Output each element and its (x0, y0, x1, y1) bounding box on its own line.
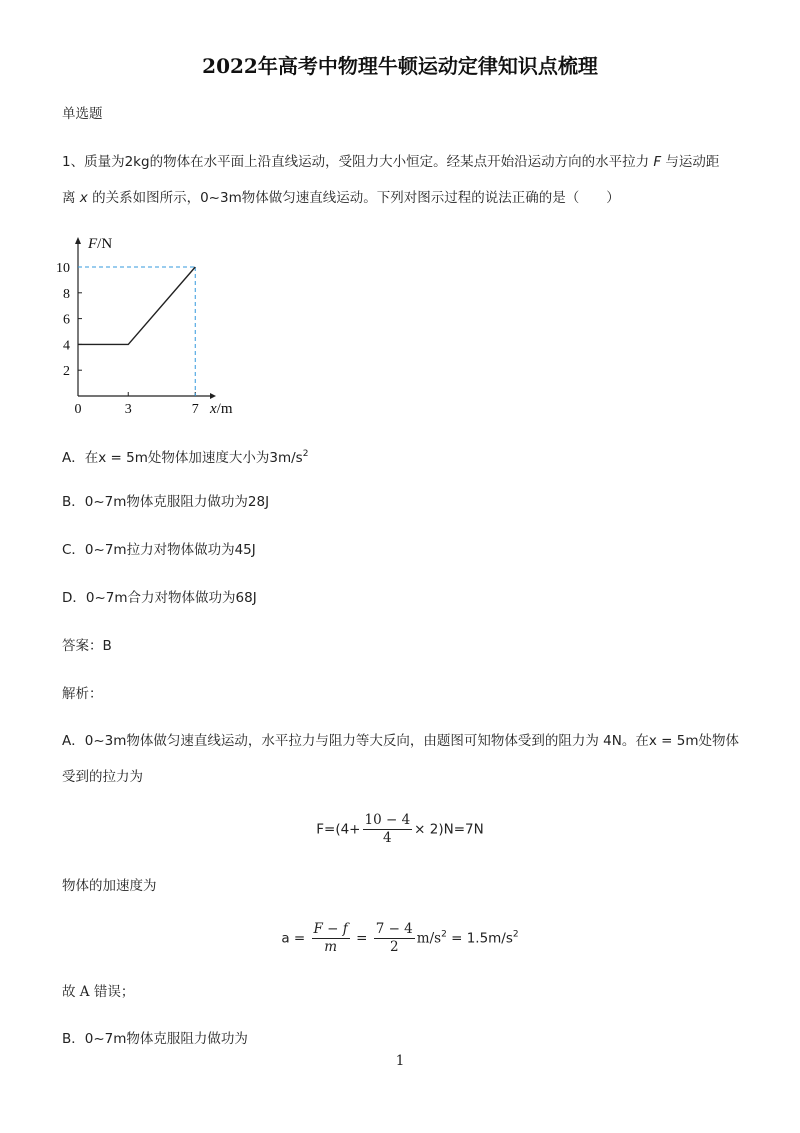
section-label: 单选题 (62, 106, 103, 122)
y-tick-label: 6 (63, 312, 70, 328)
minus-sign: − (322, 921, 343, 937)
x-tick-label: 3 (124, 402, 132, 417)
fraction-numerator (312, 921, 350, 939)
force-series-line (78, 267, 195, 344)
formula-force-fraction (363, 812, 413, 847)
question-text-2: 离 (62, 190, 80, 206)
fraction-values (374, 921, 415, 956)
x-tick-label: 7 (191, 402, 199, 417)
fraction-f-over-m (312, 921, 350, 956)
analysis-a-line-1: A．0~3m物体做匀速直线运动，水平拉力与阻力等大反向，由题图可知物体受到的阻力为 4N。在x = 5m处物体 (62, 733, 739, 749)
accel-intro: 物体的加速度为 (62, 878, 157, 894)
question-line-2 (62, 188, 620, 208)
page-title: 2022年高考中物理牛顿运动定律知识点梳理 (202, 54, 598, 78)
analysis-label: 解析： (62, 686, 103, 702)
question-line-1 (62, 152, 719, 172)
question-text-2b: 的关系如图所示，0~3m物体做匀速直线运动。下列对图示过程的说法正确的是（ ） (87, 190, 620, 206)
x-tick-label: 0 (74, 402, 82, 417)
question-text-1b: 与运动距 (661, 154, 720, 170)
unit-sup: 2 (512, 929, 519, 940)
var-friction: f (342, 921, 348, 937)
var-f: F (313, 921, 323, 937)
y-axis-arrow (75, 237, 81, 244)
option-d[interactable]: D．0~7m合力对物体做功为68J (62, 590, 257, 606)
question-text-1: 1、质量为2kg的物体在水平面上沿直线运动，受阻力大小恒定。经某点开始沿运动方向的水平拉力 (62, 154, 654, 170)
page-number: 1 (395, 1053, 405, 1069)
formula-accel-result: = 1.5m/s (446, 930, 513, 947)
option-c[interactable]: C．0~7m拉力对物体做功为45J (62, 542, 256, 558)
formula-force (0, 812, 800, 847)
analysis-b: B．0~7m物体克服阻力做功为 (62, 1031, 248, 1047)
unit-sup: 2 (441, 929, 447, 940)
y-tick-label: 2 (63, 364, 70, 380)
option-a-sup: 2 (302, 449, 309, 459)
option-a-text: A．在x = 5m处物体加速度大小为3m/s (62, 450, 303, 466)
conclusion-a: 故 A 错误； (62, 984, 135, 1000)
var-x: x (79, 190, 88, 206)
y-tick-label: 10 (56, 261, 70, 276)
formula-accel-prefix: a = (281, 930, 310, 947)
answer: 答案：B (62, 638, 112, 654)
fraction-numerator: 7 − 4 (375, 921, 413, 937)
var-f: F (653, 154, 662, 170)
formula-force-suffix: × 2)N=7N (414, 821, 484, 838)
option-b[interactable]: B．0~7m物体克服阻力做功为28J (62, 494, 270, 510)
fraction-denominator: 2 (389, 939, 399, 955)
force-distance-chart (50, 230, 250, 422)
y-tick-label: 4 (63, 338, 70, 354)
fraction-numerator: 10 − 4 (364, 812, 411, 828)
fraction-denominator: 4 (383, 830, 392, 846)
equals-sign: = (351, 930, 372, 947)
option-a[interactable] (62, 444, 308, 468)
x-axis-arrow (210, 393, 216, 399)
x-axis-label: x/m (210, 401, 233, 417)
unit-accel: m/s (416, 930, 442, 947)
formula-accel (0, 921, 800, 956)
y-tick-label: 8 (63, 286, 70, 302)
fraction-denominator: m (324, 939, 338, 955)
analysis-a-line-2: 受到的拉力为 (62, 769, 143, 785)
formula-force-prefix: F=(4+ (316, 821, 361, 838)
y-axis-label: F/N (88, 236, 113, 252)
